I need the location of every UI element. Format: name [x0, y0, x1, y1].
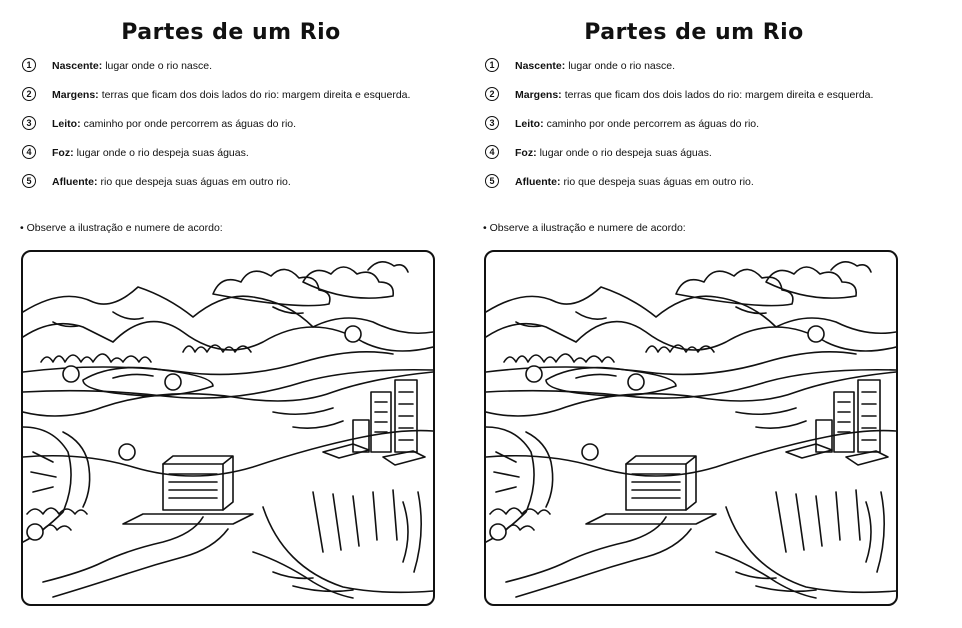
instruction-text: • Observe a ilustração e numere de acordo: — [20, 222, 223, 234]
term-label: Leito: — [52, 118, 81, 130]
term-definition: lugar onde o rio nasce. — [105, 60, 213, 72]
term-definition: lugar onde o rio despeja suas águas. — [76, 147, 249, 159]
term-label: Foz: — [52, 147, 74, 159]
number-badge: 5 — [485, 174, 499, 188]
term-definition: caminho por onde percorrem as águas do rio. — [546, 118, 760, 130]
list-item — [485, 89, 925, 118]
worksheet-title: Partes de um Rio — [584, 20, 804, 45]
parts-list — [485, 60, 925, 205]
river-illustration — [486, 252, 896, 604]
worksheet-left — [0, 0, 462, 628]
list-item — [485, 118, 925, 147]
list-item — [22, 89, 462, 118]
list-item — [22, 60, 462, 89]
list-item — [485, 147, 925, 176]
number-badge: 1 — [22, 58, 36, 72]
list-item — [22, 118, 462, 147]
list-item — [485, 60, 925, 89]
term-label: Foz: — [515, 147, 537, 159]
parts-list — [22, 60, 462, 205]
illustration-frame — [21, 250, 435, 606]
term-definition: rio que despeja suas águas em outro rio. — [100, 176, 291, 188]
list-item — [22, 176, 462, 205]
number-badge: 5 — [22, 174, 36, 188]
river-illustration — [23, 252, 433, 604]
worksheet-right — [463, 0, 925, 628]
term-definition: terras que ficam dos dois lados do rio: margem direita e esquerda. — [101, 89, 411, 101]
number-badge: 2 — [22, 87, 36, 101]
term-definition: lugar onde o rio nasce. — [568, 60, 676, 72]
term-label: Nascente: — [52, 60, 103, 72]
term-label: Afluente: — [515, 176, 561, 188]
term-label: Nascente: — [515, 60, 566, 72]
number-badge: 3 — [22, 116, 36, 130]
list-item — [22, 147, 462, 176]
term-label: Margens: — [515, 89, 562, 101]
term-label: Margens: — [52, 89, 99, 101]
term-label: Afluente: — [52, 176, 98, 188]
term-definition: terras que ficam dos dois lados do rio: margem direita e esquerda. — [564, 89, 874, 101]
illustration-frame — [484, 250, 898, 606]
instruction-text: • Observe a ilustração e numere de acordo: — [483, 222, 686, 234]
term-label: Leito: — [515, 118, 544, 130]
number-badge: 1 — [485, 58, 499, 72]
number-badge: 4 — [22, 145, 36, 159]
term-definition: rio que despeja suas águas em outro rio. — [563, 176, 754, 188]
number-badge: 4 — [485, 145, 499, 159]
term-definition: lugar onde o rio despeja suas águas. — [539, 147, 712, 159]
term-definition: caminho por onde percorrem as águas do rio. — [83, 118, 297, 130]
number-badge: 3 — [485, 116, 499, 130]
list-item — [485, 176, 925, 205]
worksheet-title: Partes de um Rio — [121, 20, 341, 45]
number-badge: 2 — [485, 87, 499, 101]
